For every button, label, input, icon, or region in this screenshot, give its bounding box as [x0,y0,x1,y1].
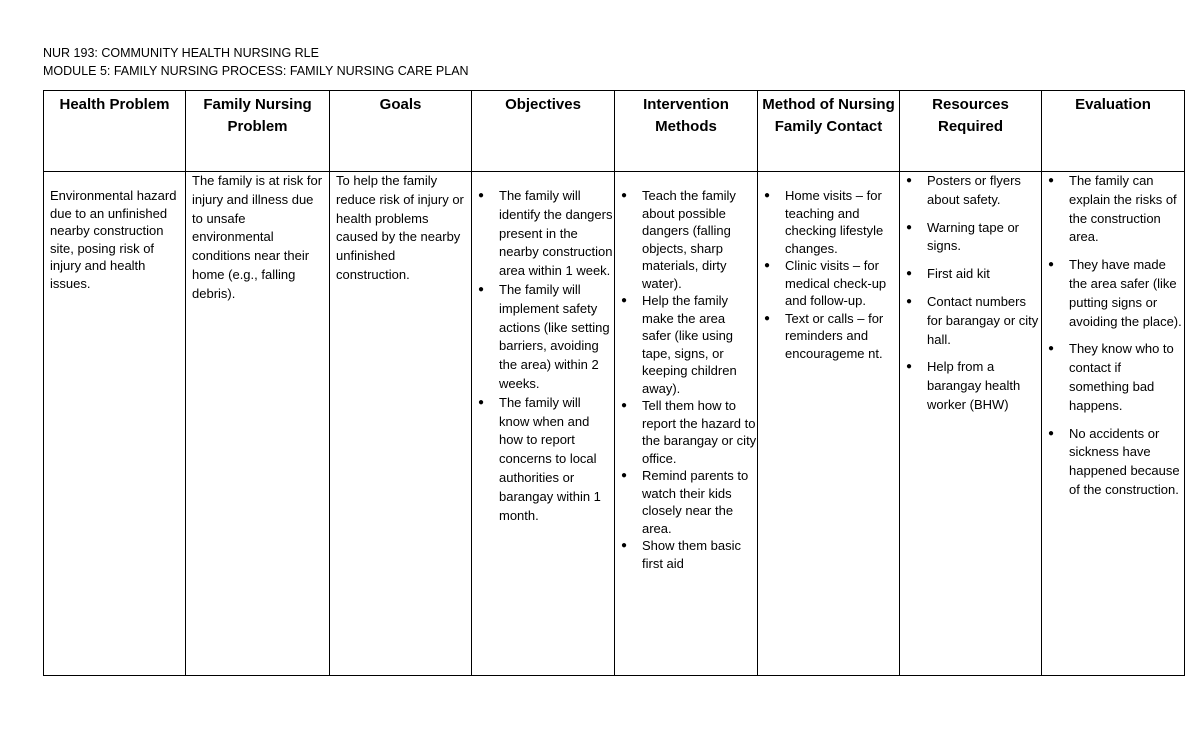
goals-text: To help the family reduce risk of injury or health problems caused by the nearby unfinished construction. [336,173,464,282]
contact-methods-list [758,172,899,362]
interventions-list [615,172,757,572]
header-family-nursing-problem: Family Nursing Problem [186,91,330,172]
cell-family-nursing-problem [186,172,330,676]
list-item: ● The family will implement safety actions (like setting barriers, avoiding the area) within 2 weeks. [472,281,614,394]
list-item: ● They know who to contact if something bad happens. [1042,340,1184,415]
header-evaluation: Evaluation [1042,91,1185,172]
table-row [44,172,1185,676]
course-title: NUR 193: COMMUNITY HEALTH NURSING RLE [43,46,319,60]
list-item: ● Teach the family about possible dangers (falling objects, sharp materials, dirty water). [615,187,757,292]
list-item: ● First aid kit [900,265,1041,284]
cell-resources-required [900,172,1042,676]
header-objectives: Objectives [472,91,615,172]
list-item: ● Text or calls – for reminders and encourageme nt. [758,310,899,363]
cell-contact-method [758,172,900,676]
family-nursing-problem-text: The family is at risk for injury and illness due to unsafe environmental conditions near their home (e.g., falling debris). [192,173,323,301]
health-problem-text: Environmental hazard due to an unfinished nearby construction site, posing risk of injury and health issues. [50,188,177,291]
header-resources-required: Resources Required [900,91,1042,172]
list-item: ● The family will know when and how to report concerns to local authorities or barangay within 1 month. [472,394,614,526]
list-item: ● Tell them how to report the hazard to the barangay or city office. [615,397,757,467]
cell-intervention-methods [615,172,758,676]
header-health-problem: Health Problem [44,91,186,172]
list-item: ● No accidents or sickness have happened because of the construction. [1042,425,1184,500]
evaluation-list [1042,172,1184,500]
list-item: ● They have made the area safer (like putting signs or avoiding the place). [1042,256,1184,331]
cell-health-problem [44,172,186,676]
document-header [43,44,469,80]
header-row [44,91,1185,172]
list-item: ● Help from a barangay health worker (BHW) [900,358,1041,414]
objectives-list [472,172,614,525]
list-item: ● Remind parents to watch their kids closely near the area. [615,467,757,537]
header-intervention-methods: Intervention Methods [615,91,758,172]
cell-goals [330,172,472,676]
list-item: ● Warning tape or signs. [900,219,1041,257]
cell-evaluation [1042,172,1185,676]
module-title: MODULE 5: FAMILY NURSING PROCESS: FAMILY NURSING CARE PLAN [43,64,469,78]
header-goals: Goals [330,91,472,172]
resources-list [900,172,1041,415]
list-item: ● Clinic visits – for medical check-up and follow-up. [758,257,899,310]
list-item: ● Show them basic first aid [615,537,757,572]
care-plan-table [43,90,1185,676]
cell-objectives [472,172,615,676]
list-item: ● Home visits – for teaching and checking lifestyle changes. [758,187,899,257]
list-item: ● Help the family make the area safer (like using tape, signs, or keeping children away). [615,292,757,397]
list-item: ● Contact numbers for barangay or city hall. [900,293,1041,349]
header-contact-method: Method of Nursing Family Contact [758,91,900,172]
list-item: ● The family can explain the risks of the construction area. [1042,172,1184,247]
list-item: ● The family will identify the dangers present in the nearby construction area within 1 week. [472,187,614,281]
list-item: ● Posters or flyers about safety. [900,172,1041,210]
